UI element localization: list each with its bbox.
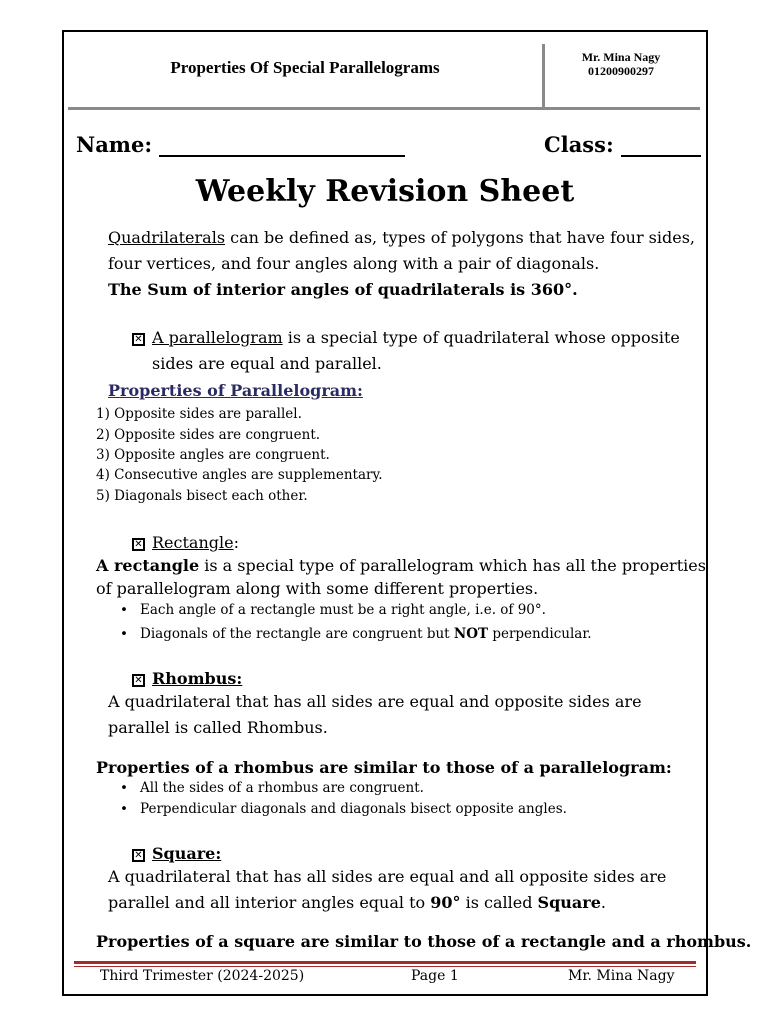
footer-rule-thick xyxy=(74,961,696,964)
name-label: Name: xyxy=(76,132,153,157)
parallelogram-prop-2: 2) Opposite sides are congruent. xyxy=(96,427,321,443)
rectangle-line-1: A rectangle is a special type of parallelogram which has all the properties xyxy=(96,556,706,575)
checkbox-icon: ✕ xyxy=(132,538,145,551)
intro-line-1: Quadrilaterals can be defined as, types of polygons that have four sides, xyxy=(108,228,696,247)
parallelogram-prop-5: 5) Diagonals bisect each other. xyxy=(96,488,308,504)
name-blank xyxy=(159,135,405,157)
rhombus-line-2: parallel is called Rhombus. xyxy=(108,718,328,737)
rectangle-bullet-1: • Each angle of a rectangle must be a right angle, i.e. of 90°. xyxy=(140,600,546,620)
header-title: Properties Of Special Parallelograms xyxy=(170,58,440,77)
intro-line-2: four vertices, and four angles along with a pair of diagonals. xyxy=(108,254,600,273)
rhombus-line-1: A quadrilateral that has all sides are equal and opposite sides are xyxy=(108,692,642,711)
square-props-heading: Properties of a square are similar to those of a rectangle and a rhombus. xyxy=(96,932,752,951)
parallelogram-term: A parallelogram xyxy=(152,328,283,347)
footer-term: Third Trimester (2024-2025) xyxy=(100,968,305,984)
rectangle-heading-row: ✕ Rectangle: xyxy=(132,530,239,556)
rhombus-bullet-1: • All the sides of a rhombus are congruent. xyxy=(140,778,424,798)
intro-term: Quadrilaterals xyxy=(108,228,226,247)
author-phone: 01200900297 xyxy=(588,64,654,78)
intro-sum: The Sum of interior angles of quadrilaterals is 360°. xyxy=(108,280,578,299)
parallelogram-props-heading: Properties of Parallelogram: xyxy=(108,381,363,400)
header-divider xyxy=(542,44,545,110)
name-field-row xyxy=(76,132,405,157)
author-name: Mr. Mina Nagy xyxy=(581,50,661,64)
parallelogram-line-2: sides are equal and parallel. xyxy=(152,354,382,373)
footer-rule-thin xyxy=(74,966,696,967)
parallelogram-line-1: ✕ A parallelogram is a special type of quadrilateral whose opposite xyxy=(132,325,680,351)
class-label: Class: xyxy=(544,132,614,157)
rectangle-line-2: of parallelogram along with some different properties. xyxy=(96,579,539,598)
checkbox-icon: ✕ xyxy=(132,849,145,862)
page-header xyxy=(68,34,700,110)
rhombus-heading: Rhombus: xyxy=(152,669,243,688)
rhombus-bullet-2: • Perpendicular diagonals and diagonals bisect opposite angles. xyxy=(140,799,567,819)
square-heading: Square: xyxy=(152,844,222,863)
rectangle-heading: Rectangle xyxy=(152,533,234,552)
square-line-1: A quadrilateral that has all sides are equal and all opposite sides are xyxy=(108,867,667,886)
rhombus-props-heading: Properties of a rhombus are similar to those of a parallelogram: xyxy=(96,758,672,777)
parallelogram-prop-4: 4) Consecutive angles are supplementary. xyxy=(96,467,383,483)
parallelogram-prop-1: 1) Opposite sides are parallel. xyxy=(96,406,302,422)
rectangle-term: A rectangle xyxy=(96,556,200,575)
page-title: Weekly Revision Sheet xyxy=(195,174,575,209)
header-author xyxy=(546,50,696,78)
class-blank xyxy=(621,135,701,157)
square-line-2: parallel and all interior angles equal to 90° is called Square. xyxy=(108,893,606,912)
rectangle-bullet-2: • Diagonals of the rectangle are congruent but NOT perpendicular. xyxy=(140,624,592,644)
class-field-row xyxy=(544,132,701,157)
checkbox-icon: ✕ xyxy=(132,674,145,687)
checkbox-icon: ✕ xyxy=(132,333,145,346)
footer-page: Page 1 xyxy=(411,968,459,984)
footer-author: Mr. Mina Nagy xyxy=(568,968,675,984)
parallelogram-prop-3: 3) Opposite angles are congruent. xyxy=(96,447,330,463)
